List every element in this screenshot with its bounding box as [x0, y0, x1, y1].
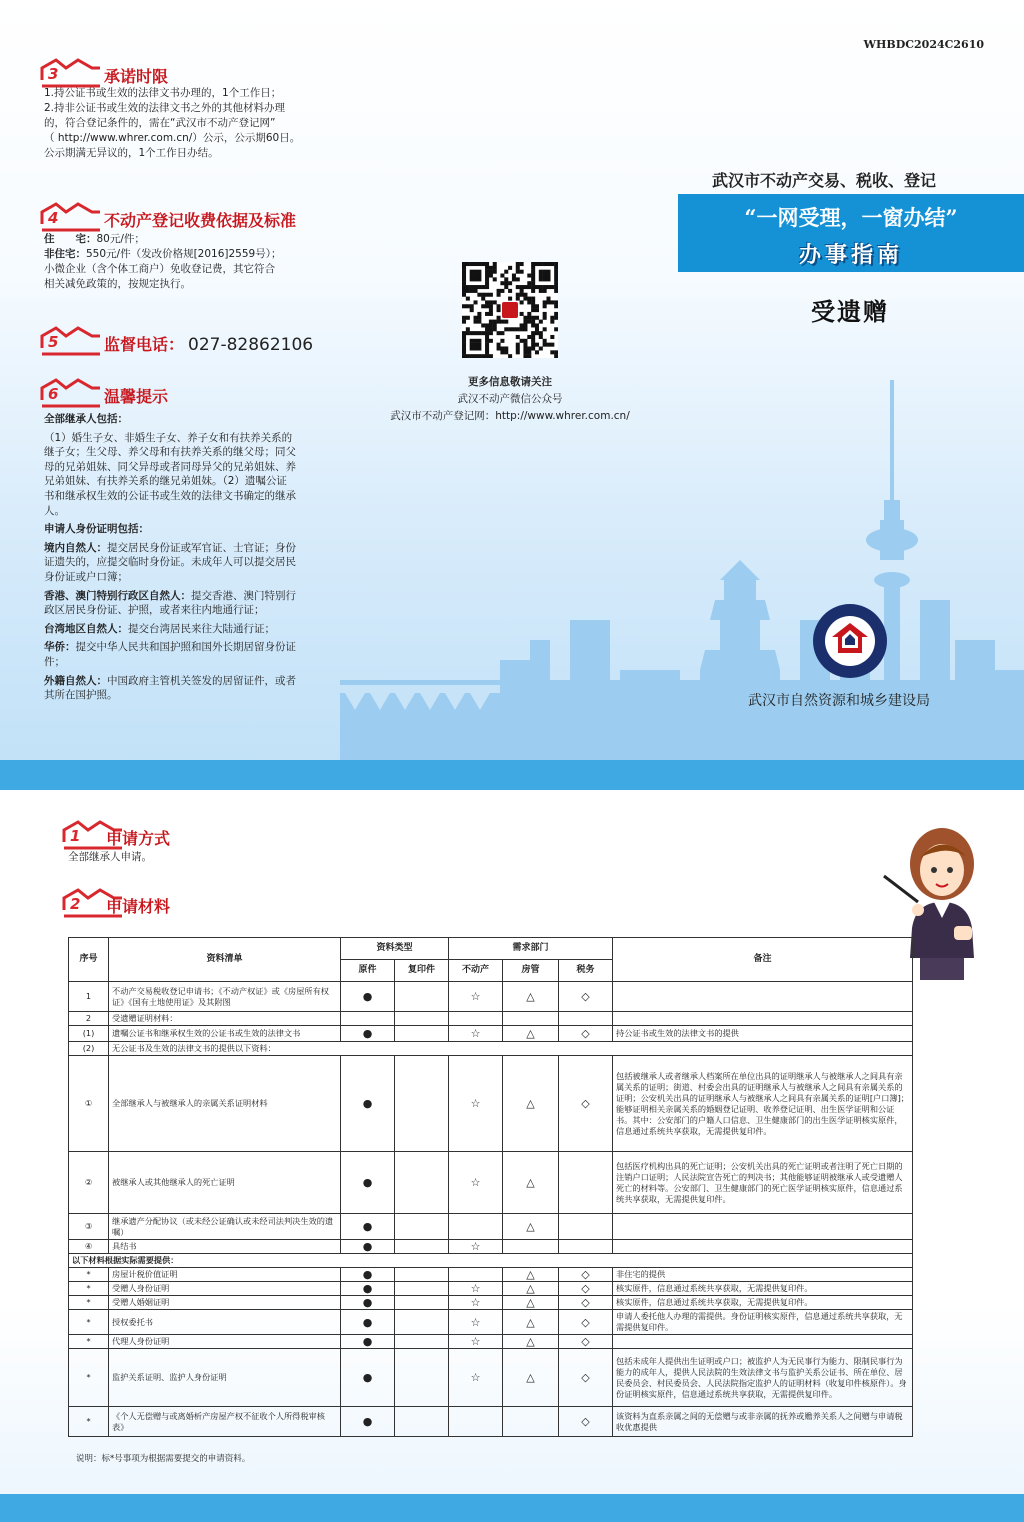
section-3-body	[44, 86, 334, 161]
section-3-number: 3	[48, 65, 59, 83]
table-cell-tax: ◇	[559, 1335, 613, 1349]
table-cell-realestate: ☆	[449, 982, 503, 1012]
table-row	[69, 1012, 913, 1026]
table-row	[69, 1240, 913, 1254]
table-cell-no: ④	[69, 1240, 109, 1254]
table-cell-original: ●	[341, 1310, 395, 1335]
text-line: 相关减免政策的，按规定执行。	[44, 278, 191, 290]
text-line: 小微企业（含个体工商户）免收登记费，其它符合	[44, 263, 275, 275]
table-cell-realestate: ☆	[449, 1152, 503, 1214]
materials-table	[68, 937, 913, 1437]
section-1-title: 申请方式	[106, 829, 171, 848]
header-copy: 复印件	[395, 960, 449, 982]
section-5-number: 5	[48, 333, 59, 351]
section-5-title: 监督电话：	[104, 335, 185, 354]
table-cell-copy	[395, 1026, 449, 1042]
text-line: 书和继承权生效的公证书或生效的法律文书确定的继承	[44, 489, 296, 502]
guide-topic: 受遗赠	[811, 298, 889, 326]
table-cell-copy	[395, 1240, 449, 1254]
table-cell-realestate: ☆	[449, 1240, 503, 1254]
table-cell-copy	[395, 1056, 449, 1152]
table-cell-remark	[613, 1214, 913, 1240]
table-row	[69, 1310, 913, 1335]
guide-organization: 武汉市不动产交易、税收、登记	[712, 171, 937, 190]
text-line: 公示期满无异议的，1个工作日办结。	[44, 147, 219, 159]
table-cell-tax: ◇	[559, 1296, 613, 1310]
bureau-name: 武汉市自然资源和城乡建设局	[748, 693, 930, 709]
table-cell-name: 无公证书及生效的法律文书的提供以下资料：	[109, 1042, 913, 1056]
text-line: 中国政府主管机关签发的居留证件，或者	[107, 674, 296, 687]
table-cell-housing: △	[503, 1026, 559, 1042]
table-cell-remark: 该资料为直系亲属之间的无偿赠与或非亲属的抚养或赡养关系人之间赠与申请税收优惠提供	[613, 1407, 913, 1437]
table-cell-tax	[559, 1012, 613, 1026]
header-type: 资料类型	[341, 938, 449, 960]
table-cell-tax: ◇	[559, 1026, 613, 1042]
table-cell-no: *	[69, 1310, 109, 1335]
table-cell-copy	[395, 982, 449, 1012]
section-3-header	[38, 56, 338, 90]
table-cell-no: ③	[69, 1214, 109, 1240]
table-cell-housing: △	[503, 1282, 559, 1296]
header-list: 资料清单	[109, 938, 341, 982]
table-row	[69, 1335, 913, 1349]
section-6-body	[44, 412, 334, 703]
table-cell-housing: △	[503, 1268, 559, 1282]
section-5-title-wrap	[104, 332, 313, 355]
qr-caption-line: 更多信息敬请关注	[468, 376, 552, 388]
section-4-title: 不动产登记收费依据及标准	[104, 211, 297, 230]
text-line: 提交台湾居民来往大陆通行证；	[128, 622, 275, 635]
table-cell-name: 监护关系证明、监护人身份证明	[109, 1349, 341, 1407]
text-line: 人。	[44, 504, 65, 517]
table-cell-tax	[559, 1214, 613, 1240]
table-cell-remark	[613, 1012, 913, 1026]
table-cell-housing: △	[503, 1152, 559, 1214]
table-cell-copy	[395, 1407, 449, 1437]
table-cell-copy	[395, 1282, 449, 1296]
section-1-header	[60, 818, 360, 852]
section-2-header	[60, 886, 360, 920]
overseas-chinese-label: 华侨：	[44, 641, 76, 654]
table-cell-remark: 包括医疗机构出具的死亡证明；公安机关出具的死亡证明或者注明了死亡日期的注销户口证明；人民法院宣告死亡的判决书；其他能够证明被继承人或受遗赠人死亡的材料等。公安部门、卫生健康部门的死亡医学证明核实原件，信息通过系统共享获取，无需提供复印件。	[613, 1152, 913, 1214]
section-1-text: 全部继承人申请。	[68, 851, 152, 863]
table-cell-copy	[395, 1310, 449, 1335]
table-cell-no: (1)	[69, 1026, 109, 1042]
table-cell-copy	[395, 1152, 449, 1214]
section-2-title: 申请材料	[106, 897, 171, 916]
fee-nonresidential-value: 550元/件（发改价格规[2016]2559号）；	[86, 248, 282, 260]
table-cell-housing: △	[503, 1056, 559, 1152]
table-cell-remark: 核实原件，信息通过系统共享获取，无需提供复印件。	[613, 1296, 913, 1310]
table-cell-remark	[613, 1335, 913, 1349]
table-cell-name: 具结书	[109, 1240, 341, 1254]
header-original: 原件	[341, 960, 395, 982]
table-cell-housing	[503, 1240, 559, 1254]
section-1-number: 1	[70, 827, 81, 845]
table-cell-original: ●	[341, 982, 395, 1012]
table-cell-tax	[559, 1240, 613, 1254]
table-cell-tax: ◇	[559, 1310, 613, 1335]
table-cell-housing	[503, 1407, 559, 1437]
header-housing: 房管	[503, 960, 559, 982]
section-2-number: 2	[70, 895, 81, 913]
taiwan-label: 台湾地区自然人：	[44, 622, 128, 635]
table-cell-name: 以下材料根据实际需要提供：	[69, 1254, 913, 1268]
document-code: WHBDC2024C2610	[863, 38, 984, 51]
qr-code[interactable]	[462, 262, 558, 358]
table-cell-tax	[559, 1152, 613, 1214]
table-cell-name: 受遗赠证明材料：	[109, 1012, 341, 1026]
table-row	[69, 1282, 913, 1296]
table-cell-copy	[395, 1349, 449, 1407]
section-6-title: 温馨提示	[104, 387, 169, 406]
id-proof-heading: 申请人身份证明包括：	[44, 523, 149, 536]
table-row	[69, 1214, 913, 1240]
table-header-row	[69, 938, 913, 960]
table-cell-name: 继承遗产分配协议（或未经公证确认或未经司法判决生效的遗嘱）	[109, 1214, 341, 1240]
guide-title: 办事指南	[798, 243, 903, 268]
table-row	[69, 1254, 913, 1268]
table-cell-housing: △	[503, 1335, 559, 1349]
text-line: 其所在国护照。	[44, 689, 118, 702]
table-cell-original: ●	[341, 1026, 395, 1042]
text-line: 提交中华人民共和国护照和国外长期居留身份证	[75, 641, 296, 654]
heirs-heading: 全部继承人包括：	[44, 413, 128, 425]
qr-caption-line: 武汉不动产微信公众号	[457, 393, 563, 405]
table-cell-no: ②	[69, 1152, 109, 1214]
text-line: 提交居民身份证或军官证、士官证；身份	[107, 541, 296, 554]
text-line: 件；	[44, 655, 65, 668]
table-cell-housing: △	[503, 1214, 559, 1240]
table-cell-remark	[613, 1240, 913, 1254]
header-remark: 备注	[613, 938, 913, 982]
table-cell-no: *	[69, 1349, 109, 1407]
text-line: 身份证或户口簿；	[44, 570, 128, 583]
table-row	[69, 1268, 913, 1282]
table-cell-remark: 非住宅的提供	[613, 1268, 913, 1282]
section-4-header	[38, 200, 338, 234]
table-cell-no: *	[69, 1335, 109, 1349]
guide-banner	[678, 194, 1024, 272]
header-no: 序号	[69, 938, 109, 982]
table-cell-name: 授权委托书	[109, 1310, 341, 1335]
table-cell-realestate: ☆	[449, 1310, 503, 1335]
fee-residential-value: 80元/件；	[96, 233, 145, 245]
table-cell-realestate	[449, 1012, 503, 1026]
table-row	[69, 982, 913, 1012]
fee-nonresidential-label: 非住宅：	[44, 248, 86, 260]
table-cell-original: ●	[341, 1240, 395, 1254]
table-body	[69, 982, 913, 1437]
table-cell-original: ●	[341, 1282, 395, 1296]
table-cell-no: (2)	[69, 1042, 109, 1056]
table-cell-copy	[395, 1296, 449, 1310]
table-cell-name: 受赠人婚姻证明	[109, 1296, 341, 1310]
section-4-number: 4	[48, 209, 59, 227]
table-cell-copy	[395, 1268, 449, 1282]
table-cell-name: 房屋计税价值证明	[109, 1268, 341, 1282]
table-cell-housing: △	[503, 982, 559, 1012]
table-cell-tax: ◇	[559, 1349, 613, 1407]
table-row	[69, 1152, 913, 1214]
table-row	[69, 1042, 913, 1056]
fee-residential-label: 住 宅：	[44, 233, 97, 245]
section-3-title: 承诺时限	[104, 67, 169, 86]
table-cell-remark: 包括被继承人或者继承人档案所在单位出具的证明继承人与被继承人之间具有亲属关系的证明；街道、村委会出具的证明继承人与被继承人之间具有亲属关系的证明；公安机关出具的证明继承人与被继承人之间具有亲属关系的证明[户口簿]；能够证明相关亲属关系的婚姻登记证明、收养登记证明、出生医学证明和公证书。其中：公安部门的户籍人口信息、卫生健康部门的出生医学证明核实原件，信息通过系统共享获取，无需提供复印件。	[613, 1056, 913, 1152]
table-row	[69, 1407, 913, 1437]
table-cell-copy	[395, 1335, 449, 1349]
table-cell-no: 2	[69, 1012, 109, 1026]
text-line: 兄弟姐妹、有扶养关系的继兄弟姐妹。（2）遗嘱公证	[44, 475, 287, 488]
table-cell-no: ①	[69, 1056, 109, 1152]
table-cell-tax: ◇	[559, 982, 613, 1012]
table-cell-housing: △	[503, 1296, 559, 1310]
table-cell-original: ●	[341, 1335, 395, 1349]
text-line: 母的兄弟姐妹、同父异母或者同母异父的兄弟姐妹、养	[44, 460, 296, 473]
table-row	[69, 1056, 913, 1152]
text-line: 1.持公证书或生效的法律文书办理的，1个工作日；	[44, 87, 282, 99]
table-cell-realestate: ☆	[449, 1056, 503, 1152]
bottom-band	[0, 1494, 1024, 1522]
text-line: （1）婚生子女、非婚生子女、养子女和有扶养关系的	[44, 431, 293, 444]
table-cell-original: ●	[341, 1296, 395, 1310]
text-line: 2.持非公证书或生效的法律文书之外的其他材料办理	[44, 102, 286, 114]
table-cell-copy	[395, 1012, 449, 1026]
text-line: 政区居民身份证、护照，或者来往内地通行证；	[44, 604, 265, 617]
table-cell-remark: 包括未成年人提供出生证明或户口；被监护人为无民事行为能力、限制民事行为能力的成年人，提供人民法院的生效法律文书与监护关系公证书、所在单位、居民委员会、村民委员会、人民法院指定监护人的证明材料（收复印件核原件）。身份证明核实原件，信息通过系统共享获取，无需提供复印件。	[613, 1349, 913, 1407]
guide-slogan: “一网受理，一窗办结”	[744, 205, 958, 230]
table-note: 说明：标*号事项为根据需要提交的申请资料。	[76, 1454, 251, 1464]
table-cell-tax: ◇	[559, 1407, 613, 1437]
domestic-label: 境内自然人：	[44, 541, 107, 554]
real-estate-registration-logo	[812, 603, 888, 679]
top-band	[0, 760, 1024, 790]
table-cell-name: 受赠人身份证明	[109, 1282, 341, 1296]
header-realestate: 不动产	[449, 960, 503, 982]
table-row	[69, 1349, 913, 1407]
text-line: 提交香港、澳门特别行	[191, 589, 296, 602]
table-cell-remark: 持公证书或生效的法律文书的提供	[613, 1026, 913, 1042]
header-tax: 税务	[559, 960, 613, 982]
table-cell-name: 遗嘱公证书和继承权生效的公证书或生效的法律文书	[109, 1026, 341, 1042]
table-cell-realestate: ☆	[449, 1349, 503, 1407]
table-cell-remark: 核实原件，信息通过系统共享获取，无需提供复印件。	[613, 1282, 913, 1296]
table-cell-realestate: ☆	[449, 1026, 503, 1042]
section-4-body	[44, 232, 334, 292]
table-cell-no: *	[69, 1296, 109, 1310]
text-line: 的，符合登记条件的，需在“武汉市不动产登记网”	[44, 117, 276, 129]
table-cell-realestate: ☆	[449, 1296, 503, 1310]
table-row	[69, 1026, 913, 1042]
text-line: 继子女；生父母、养父母和有扶养关系的继父母；同父	[44, 446, 296, 459]
table-cell-name: 全部继承人与被继承人的亲属关系证明材料	[109, 1056, 341, 1152]
table-cell-tax: ◇	[559, 1056, 613, 1152]
section-5-header	[38, 324, 358, 358]
table-cell-original: ●	[341, 1056, 395, 1152]
table-cell-no: *	[69, 1407, 109, 1437]
table-row	[69, 1296, 913, 1310]
table-cell-realestate: ☆	[449, 1335, 503, 1349]
text-line: 证遗失的，应提交临时身份证。未成年人可以提交居民	[44, 556, 296, 569]
table-cell-copy	[395, 1214, 449, 1240]
table-cell-original: ●	[341, 1152, 395, 1214]
table-cell-realestate	[449, 1407, 503, 1437]
table-cell-tax: ◇	[559, 1268, 613, 1282]
table-cell-remark: 申请人委托他人办理的需提供。身份证明核实原件，信息通过系统共享获取，无需提供复印件。	[613, 1310, 913, 1335]
table-cell-original: ●	[341, 1407, 395, 1437]
table-cell-original: ●	[341, 1349, 395, 1407]
supervision-phone: 027-82862106	[188, 335, 314, 355]
table-cell-original: ●	[341, 1268, 395, 1282]
section-6-header	[38, 376, 338, 410]
table-cell-no: *	[69, 1282, 109, 1296]
table-cell-no: 1	[69, 982, 109, 1012]
header-dept: 需求部门	[449, 938, 613, 960]
table-cell-name: 不动产交易税收登记申请书；《不动产权证》或《房屋所有权证》《国有土地使用证》及其附图	[109, 982, 341, 1012]
table-cell-original	[341, 1012, 395, 1026]
table-cell-housing	[503, 1012, 559, 1026]
table-cell-no: *	[69, 1268, 109, 1282]
table-cell-realestate	[449, 1214, 503, 1240]
table-cell-housing: △	[503, 1310, 559, 1335]
website-link[interactable]: 武汉市不动产登记网：http://www.whrer.com.cn/	[390, 410, 630, 422]
table-cell-tax: ◇	[559, 1282, 613, 1296]
table-cell-realestate	[449, 1268, 503, 1282]
hkmo-label: 香港、澳门特别行政区自然人：	[44, 589, 191, 602]
section-6-number: 6	[48, 385, 59, 403]
text-line: （ http://www.whrer.com.cn/）公示，公示期60日。	[44, 132, 301, 144]
qr-caption	[340, 374, 680, 425]
foreign-label: 外籍自然人：	[44, 674, 107, 687]
table-cell-housing: △	[503, 1349, 559, 1407]
table-cell-realestate: ☆	[449, 1282, 503, 1296]
table-cell-remark	[613, 982, 913, 1012]
table-cell-original: ●	[341, 1214, 395, 1240]
table-cell-name: 《个人无偿赠与或离婚析产房屋产权不征收个人所得税审核表》	[109, 1407, 341, 1437]
table-cell-name: 被继承人或其他继承人的死亡证明	[109, 1152, 341, 1214]
table-cell-name: 代理人身份证明	[109, 1335, 341, 1349]
